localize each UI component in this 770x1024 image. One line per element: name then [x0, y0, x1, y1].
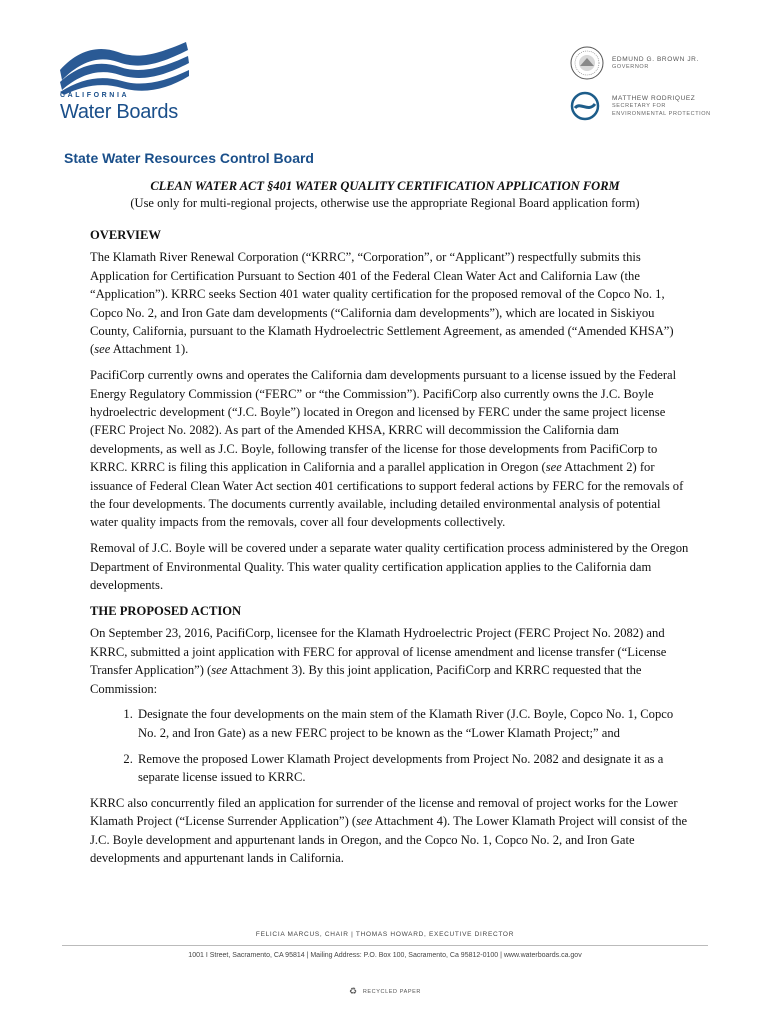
document-body: [90, 226, 690, 875]
secretary-name: MATTHEW RODRIQUEZ: [612, 95, 696, 102]
recycled-paper-label: [0, 986, 770, 997]
overview-paragraph-3: Removal of J.C. Boyle will be covered under a separate water quality certification process administered by the Oregon Department of Environmental Quality. This water quality certification application applies to the California dam developments.: [90, 541, 689, 593]
list-item: 2. Remove the proposed Lower Klamath Project developments from Project No. 2082 and designate it as a separate license issued to KRRC.: [136, 750, 690, 787]
proposed-action-paragraph-2: KRRC also concurrently filed an application for surrender of the license and removal of project works for the Lower Klamath Project (“License Surrender Application”) (see Attachment 4). The Lower Klamath Project will consist of the J.C. Boyle development and appurtenant lands in Oregon, and the Copco No. 1, Copco No. 2, and Iron Gate developments and appurtenant lands in California.: [90, 795, 688, 865]
calepa-logo-icon: [570, 91, 600, 121]
footer-chair: FELICIA MARCUS, CHAIR: [255, 931, 349, 938]
proposed-action-paragraph-1: On September 23, 2016, PacifiCorp, licensee for the Klamath Hydroelectric Project (FERC Project No. 2082) and KRRC, submitted a joint application with FERC for approval of license amendment and license transfer (“License Transfer Application”) (see Attachment 3). By this joint application, PacifiCorp and KRRC requested that the Commission:: [90, 626, 667, 696]
recycle-icon: ♻: [349, 986, 358, 996]
secretary-title-1: SECRETARY FOR: [612, 103, 666, 109]
secretary: [612, 95, 711, 118]
water-boards-logo: [58, 40, 193, 130]
waves-icon: [58, 40, 193, 95]
form-title: CLEAN WATER ACT §401 WATER QUALITY CERTIFICATION APPLICATION FORM: [150, 179, 620, 193]
requested-actions-list: [90, 705, 690, 786]
governor-title: GOVERNOR: [612, 64, 649, 70]
secretary-title-2: ENVIRONMENTAL PROTECTION: [612, 111, 711, 117]
proposed-action-heading: THE PROPOSED ACTION: [90, 603, 242, 618]
footer-divider: [62, 945, 708, 946]
list-item: 1. Designate the four developments on the main stem of the Klamath River (J.C. Boyle, Copco No. 1, Copco No. 2, and Iron Gate) as a new FERC project to be known as the “Lower Klamath Project;” and: [136, 705, 690, 742]
footer-director: THOMAS HOWARD, EXECUTIVE DIRECTOR: [355, 931, 515, 938]
logo-state-label: CALIFORNIA: [60, 92, 130, 99]
footer-separator: |: [351, 931, 354, 938]
overview-paragraph-1: The Klamath River Renewal Corporation (“KRRC”, “Corporation”, or “Applicant”) respectfully submits this Application for Certification Pursuant to Section 401 of the Federal Clean Water Act and California Law (the “Application”). KRRC seeks Section 401 water quality certification for the proposed removal of the Copco No. 1, Copco No. 2, and Iron Gate dam developments (“California dam developments”), which are located in Siskiyou County, California, pursuant to the Klamath Hydroelectric Settlement Agreement, as amended (“Amended KHSA”) (see Attachment 1).: [90, 250, 674, 357]
footer-names: [0, 931, 770, 938]
form-subtitle: (Use only for multi-regional projects, otherwise use the appropriate Regional Board application form): [130, 196, 640, 210]
governor: [612, 56, 699, 71]
overview-paragraph-2: PacifiCorp currently owns and operates the California dam developments pursuant to a license issued by the Federal Energy Regulatory Commission (“FERC” or “the Commission”). PacifiCorp also currently owns the J.C. Boyle hydroelectric development (“J.C. Boyle”) located in Oregon and licensed by FERC under the same project license (FERC Project No. 2082). As part of the Amended KHSA, KRRC will decommission the California dam developments, as well as J.C. Boyle, following transfer of the license for those developments from PacifiCorp to KRRC. KRRC is filing this application in California and a parallel application in Oregon (see Attachment 2) for issuance of Federal Clean Water Act section 401 certifications to support federal actions by FERC for the removals of the four developments. The documents currently available, including detailed environmental analysis of potential water quality impacts from the removals, cover all four developments collectively.: [90, 368, 684, 530]
recycled-text: RECYCLED PAPER: [362, 988, 421, 995]
footer-address: 1001 I Street, Sacramento, CA 95814 | Mailing Address: P.O. Box 100, Sacramento, Ca 95812-0100 | www.waterboards.ca.gov: [188, 952, 582, 959]
overview-heading: OVERVIEW: [90, 228, 161, 242]
governor-name: EDMUND G. BROWN JR.: [612, 56, 699, 63]
board-name: State Water Resources Control Board: [64, 150, 314, 166]
state-seal-icon: [570, 46, 604, 80]
logo-name: Water Boards: [60, 101, 178, 123]
